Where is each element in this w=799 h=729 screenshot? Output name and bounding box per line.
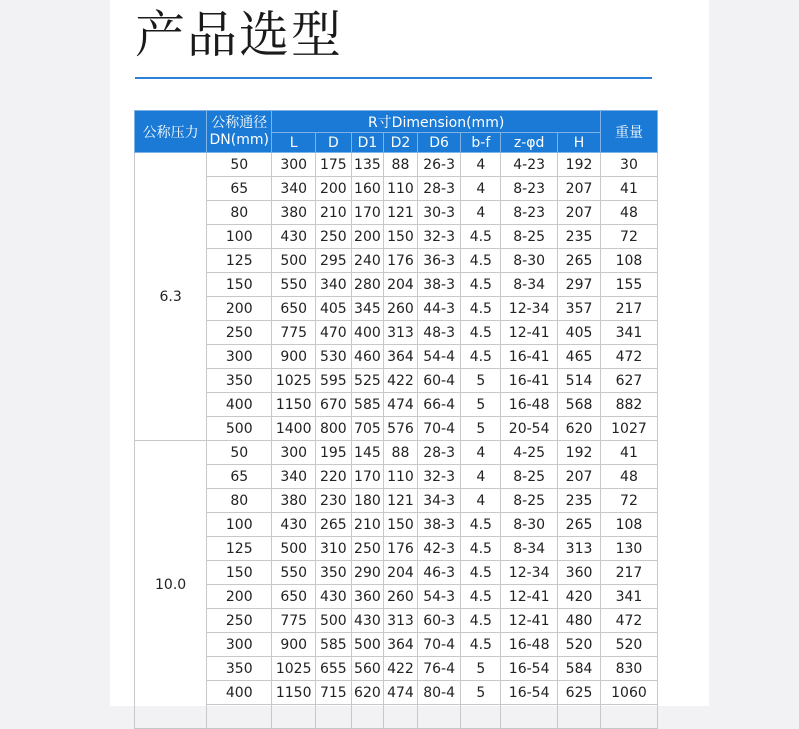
table-cell: 1060 (600, 681, 657, 705)
table-cell: 155 (600, 273, 657, 297)
table-row (135, 321, 658, 345)
table-cell: 4 (461, 465, 501, 489)
table-cell: 260 (384, 297, 418, 321)
table-cell: 145 (351, 441, 384, 465)
table-cell: 280 (351, 273, 384, 297)
table-cell: 360 (351, 585, 384, 609)
table-cell: 180 (351, 489, 384, 513)
table-cell: 576 (384, 417, 418, 441)
table-cell: 12-34 (501, 297, 558, 321)
table-cell: 340 (316, 273, 352, 297)
table-row (135, 465, 658, 489)
header-dim-3: D2 (384, 133, 418, 153)
table-cell: 430 (351, 609, 384, 633)
table-cell: 8-25 (501, 489, 558, 513)
table-cell: 4.5 (461, 273, 501, 297)
table-row (135, 177, 658, 201)
table-cell: 420 (558, 585, 601, 609)
table-cell: 30-3 (417, 201, 461, 225)
table-cell: 430 (316, 585, 352, 609)
table-cell: 28-3 (417, 177, 461, 201)
table-cell: 4.5 (461, 249, 501, 273)
table-cell: 340 (272, 465, 316, 489)
table-cell: 160 (351, 177, 384, 201)
header-weight: 重量 (600, 111, 657, 153)
table-cell (207, 705, 272, 729)
table-cell: 4 (461, 441, 501, 465)
table-cell: 54-4 (417, 345, 461, 369)
table-cell: 135 (351, 153, 384, 177)
table-cell: 8-25 (501, 465, 558, 489)
table-cell: 121 (384, 489, 418, 513)
table-cell: 4-23 (501, 153, 558, 177)
table-cell: 12-41 (501, 585, 558, 609)
table-cell: 655 (316, 657, 352, 681)
table-row (135, 585, 658, 609)
table-cell: 44-3 (417, 297, 461, 321)
table-cell: 472 (600, 345, 657, 369)
table-cell: 4.5 (461, 321, 501, 345)
table-cell: 54-3 (417, 585, 461, 609)
table-cell: 480 (558, 609, 601, 633)
table-cell: 627 (600, 369, 657, 393)
header-pressure: 公称压力 (135, 111, 207, 153)
table-cell: 474 (384, 393, 418, 417)
page-title: 产品选型 (135, 6, 343, 64)
header-dim-4: D6 (417, 133, 461, 153)
table-row (135, 249, 658, 273)
table-cell: 4-25 (501, 441, 558, 465)
table-cell: 130 (600, 537, 657, 561)
header-dimension: R寸Dimension(mm) (272, 111, 601, 133)
table-cell: 207 (558, 201, 601, 225)
table-cell: 297 (558, 273, 601, 297)
table-cell: 250 (207, 609, 272, 633)
table-cell: 34-3 (417, 489, 461, 513)
table-cell: 207 (558, 177, 601, 201)
table-row (135, 681, 658, 705)
table-cell: 60-4 (417, 369, 461, 393)
table-cell: 470 (316, 321, 352, 345)
table-cell: 550 (272, 273, 316, 297)
table-cell: 80-4 (417, 681, 461, 705)
table-cell: 1150 (272, 393, 316, 417)
header-dim-0: L (272, 133, 316, 153)
table-cell (461, 705, 501, 729)
table-cell: 4 (461, 153, 501, 177)
table-cell: 108 (600, 513, 657, 537)
table-cell: 36-3 (417, 249, 461, 273)
table-cell: 50 (207, 153, 272, 177)
table-cell: 364 (384, 345, 418, 369)
table-cell: 313 (384, 609, 418, 633)
table-cell: 705 (351, 417, 384, 441)
table-cell: 300 (207, 345, 272, 369)
table-cell: 313 (384, 321, 418, 345)
table-cell: 568 (558, 393, 601, 417)
table-cell: 16-48 (501, 633, 558, 657)
table-cell (351, 705, 384, 729)
table-cell: 300 (272, 441, 316, 465)
table-cell: 290 (351, 561, 384, 585)
table-cell: 8-23 (501, 177, 558, 201)
table-cell: 204 (384, 273, 418, 297)
table-row (135, 345, 658, 369)
table-row (135, 633, 658, 657)
table-cell: 313 (558, 537, 601, 561)
table-row (135, 417, 658, 441)
table-cell: 32-3 (417, 225, 461, 249)
table-cell: 250 (316, 225, 352, 249)
table-cell: 192 (558, 153, 601, 177)
table-cell: 192 (558, 441, 601, 465)
table-cell: 5 (461, 393, 501, 417)
table-cell: 5 (461, 369, 501, 393)
table-cell: 265 (316, 513, 352, 537)
table-row (135, 609, 658, 633)
table-cell: 100 (207, 225, 272, 249)
table-cell: 16-41 (501, 369, 558, 393)
table-cell: 350 (316, 561, 352, 585)
table-cell: 4.5 (461, 345, 501, 369)
table-cell: 5 (461, 417, 501, 441)
table-cell: 520 (558, 633, 601, 657)
table-cell: 1025 (272, 369, 316, 393)
table-cell: 16-54 (501, 681, 558, 705)
table-cell: 422 (384, 369, 418, 393)
table-cell: 620 (351, 681, 384, 705)
header-dim-7: H (558, 133, 601, 153)
table-cell: 38-3 (417, 273, 461, 297)
table-cell: 65 (207, 465, 272, 489)
table-cell: 8-23 (501, 201, 558, 225)
table-cell: 8-34 (501, 273, 558, 297)
table-cell: 230 (316, 489, 352, 513)
table-cell (316, 705, 352, 729)
table-cell: 100 (207, 513, 272, 537)
table-cell: 125 (207, 537, 272, 561)
table-cell: 150 (384, 513, 418, 537)
table-cell: 5 (461, 681, 501, 705)
table-cell: 422 (384, 657, 418, 681)
table-cell: 240 (351, 249, 384, 273)
table-row (135, 297, 658, 321)
table-cell: 41 (600, 177, 657, 201)
table-cell: 88 (384, 441, 418, 465)
table-cell: 70-4 (417, 633, 461, 657)
header-dim-1: D (316, 133, 352, 153)
table-cell: 16-48 (501, 393, 558, 417)
table-cell: 220 (316, 465, 352, 489)
table-cell: 207 (558, 465, 601, 489)
table-cell: 4.5 (461, 585, 501, 609)
table-cell: 625 (558, 681, 601, 705)
table-cell: 38-3 (417, 513, 461, 537)
table-cell: 217 (600, 297, 657, 321)
table-cell: 620 (558, 417, 601, 441)
table-cell: 200 (316, 177, 352, 201)
table-cell: 300 (272, 153, 316, 177)
table-cell: 110 (384, 465, 418, 489)
table-cell: 1150 (272, 681, 316, 705)
table-row (135, 513, 658, 537)
table-cell: 310 (316, 537, 352, 561)
header-dim-5: b-f (461, 133, 501, 153)
table-cell: 400 (207, 681, 272, 705)
table-cell: 4.5 (461, 633, 501, 657)
table-cell: 4.5 (461, 561, 501, 585)
table-row (135, 369, 658, 393)
table-cell: 584 (558, 657, 601, 681)
table-cell: 357 (558, 297, 601, 321)
table-row (135, 657, 658, 681)
table-row (135, 561, 658, 585)
table-cell: 204 (384, 561, 418, 585)
table-cell: 150 (384, 225, 418, 249)
table-cell: 380 (272, 201, 316, 225)
table-cell: 500 (272, 537, 316, 561)
table-cell: 265 (558, 513, 601, 537)
table-cell: 12-41 (501, 609, 558, 633)
table-cell: 16-54 (501, 657, 558, 681)
table-cell (558, 705, 601, 729)
header-dn-line1: 公称通径 (211, 114, 268, 131)
table-cell: 465 (558, 345, 601, 369)
table-cell: 8-34 (501, 537, 558, 561)
table-cell: 405 (316, 297, 352, 321)
table-cell: 150 (207, 561, 272, 585)
table-cell: 830 (600, 657, 657, 681)
table-cell: 500 (272, 249, 316, 273)
table-cell: 350 (207, 657, 272, 681)
table-cell: 5 (461, 657, 501, 681)
table-cell: 775 (272, 321, 316, 345)
table-cell: 585 (351, 393, 384, 417)
table-cell: 41 (600, 441, 657, 465)
table-row (135, 393, 658, 417)
table-cell: 200 (351, 225, 384, 249)
header-dim-6: z-φd (501, 133, 558, 153)
header-dim-2: D1 (351, 133, 384, 153)
table-cell (384, 705, 418, 729)
table-cell: 514 (558, 369, 601, 393)
table-cell: 341 (600, 321, 657, 345)
table-cell: 235 (558, 489, 601, 513)
table-cell: 8-25 (501, 225, 558, 249)
pressure-cell: 10.0 (135, 441, 207, 729)
table-cell: 405 (558, 321, 601, 345)
table-cell: 430 (272, 513, 316, 537)
table-cell: 550 (272, 561, 316, 585)
table-cell (417, 705, 461, 729)
table-cell: 48 (600, 465, 657, 489)
table-cell: 500 (207, 417, 272, 441)
table-cell: 595 (316, 369, 352, 393)
table-cell: 46-3 (417, 561, 461, 585)
table-cell: 585 (316, 633, 352, 657)
table-cell: 500 (316, 609, 352, 633)
spec-table (134, 110, 658, 729)
table-cell: 715 (316, 681, 352, 705)
header-dn (207, 111, 272, 153)
table-cell: 4.5 (461, 225, 501, 249)
table-cell: 430 (272, 225, 316, 249)
table-cell: 341 (600, 585, 657, 609)
table-cell: 72 (600, 225, 657, 249)
table-cell: 472 (600, 609, 657, 633)
table-cell: 80 (207, 489, 272, 513)
table-cell: 16-41 (501, 345, 558, 369)
table-cell: 217 (600, 561, 657, 585)
table-cell: 80 (207, 201, 272, 225)
table-cell: 200 (207, 585, 272, 609)
table-cell: 500 (351, 633, 384, 657)
table-cell: 530 (316, 345, 352, 369)
table-cell: 170 (351, 465, 384, 489)
table-cell: 4.5 (461, 513, 501, 537)
table-cell: 265 (558, 249, 601, 273)
table-cell: 8-30 (501, 249, 558, 273)
table-cell: 360 (558, 561, 601, 585)
title-divider (135, 77, 652, 79)
table-cell: 670 (316, 393, 352, 417)
table-cell: 26-3 (417, 153, 461, 177)
table-cell: 4 (461, 201, 501, 225)
table-cell: 76-4 (417, 657, 461, 681)
table-cell: 8-30 (501, 513, 558, 537)
table-cell: 250 (351, 537, 384, 561)
table-cell: 125 (207, 249, 272, 273)
table-cell: 300 (207, 633, 272, 657)
header-dn-line2: DN(mm) (209, 131, 269, 148)
table-cell: 60-3 (417, 609, 461, 633)
table-row (135, 225, 658, 249)
table-cell: 72 (600, 489, 657, 513)
table-cell: 176 (384, 537, 418, 561)
table-row (135, 273, 658, 297)
table-cell: 30 (600, 153, 657, 177)
table-cell: 12-34 (501, 561, 558, 585)
table-cell: 4.5 (461, 609, 501, 633)
table-cell (600, 705, 657, 729)
table-cell: 1400 (272, 417, 316, 441)
table-cell: 400 (207, 393, 272, 417)
table-cell: 200 (207, 297, 272, 321)
table-cell: 350 (207, 369, 272, 393)
table-cell: 20-54 (501, 417, 558, 441)
table-cell: 295 (316, 249, 352, 273)
table-cell: 1025 (272, 657, 316, 681)
table-cell: 474 (384, 681, 418, 705)
table-cell: 4.5 (461, 537, 501, 561)
table-cell: 650 (272, 585, 316, 609)
table-cell: 195 (316, 441, 352, 465)
table-cell: 28-3 (417, 441, 461, 465)
table-cell: 900 (272, 633, 316, 657)
table-cell: 48-3 (417, 321, 461, 345)
table-cell: 121 (384, 201, 418, 225)
table-cell: 364 (384, 633, 418, 657)
table-cell: 460 (351, 345, 384, 369)
table-row (135, 537, 658, 561)
table-cell: 66-4 (417, 393, 461, 417)
table-cell: 176 (384, 249, 418, 273)
table-cell: 560 (351, 657, 384, 681)
table-row (135, 441, 658, 465)
table-row (135, 153, 658, 177)
table-cell: 42-3 (417, 537, 461, 561)
table-cell: 400 (351, 321, 384, 345)
table-cell: 50 (207, 441, 272, 465)
table-row (135, 201, 658, 225)
table-cell: 882 (600, 393, 657, 417)
table-cell: 48 (600, 201, 657, 225)
table-cell: 520 (600, 633, 657, 657)
table-cell: 1027 (600, 417, 657, 441)
table-header (135, 111, 658, 153)
table-cell: 12-41 (501, 321, 558, 345)
table-cell: 210 (316, 201, 352, 225)
table-cell: 4 (461, 177, 501, 201)
table-cell: 170 (351, 201, 384, 225)
table-cell: 235 (558, 225, 601, 249)
table-cell: 650 (272, 297, 316, 321)
table-cell: 250 (207, 321, 272, 345)
table-cell: 175 (316, 153, 352, 177)
table-cell: 110 (384, 177, 418, 201)
table-row (135, 489, 658, 513)
table-cell: 775 (272, 609, 316, 633)
table-cell: 800 (316, 417, 352, 441)
table-cell: 900 (272, 345, 316, 369)
table-row (135, 705, 658, 729)
table-cell: 88 (384, 153, 418, 177)
table-cell: 340 (272, 177, 316, 201)
table-cell: 4 (461, 489, 501, 513)
table-cell: 525 (351, 369, 384, 393)
table-cell: 380 (272, 489, 316, 513)
table-cell: 108 (600, 249, 657, 273)
table-cell: 32-3 (417, 465, 461, 489)
table-cell (272, 705, 316, 729)
table-cell: 70-4 (417, 417, 461, 441)
table-cell: 260 (384, 585, 418, 609)
table-cell (501, 705, 558, 729)
table-cell: 150 (207, 273, 272, 297)
table-body (135, 153, 658, 729)
table-cell: 210 (351, 513, 384, 537)
table-cell: 345 (351, 297, 384, 321)
table-cell: 4.5 (461, 297, 501, 321)
table-cell: 65 (207, 177, 272, 201)
pressure-cell: 6.3 (135, 153, 207, 441)
